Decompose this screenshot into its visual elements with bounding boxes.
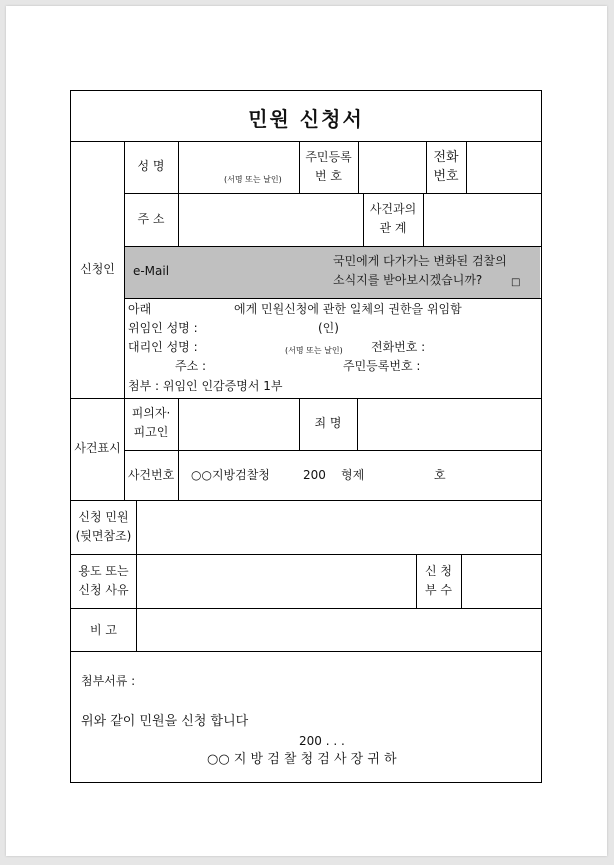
request-label-line2: (뒷면참조) [75,529,132,543]
attachment-note: 첨부 : 위임인 인감증명서 1부 [128,379,283,393]
relation-label-line1: 사건과의 [369,202,417,216]
request-label-line1: 신청 민원 [78,510,129,524]
copies-label-line1: 신 청 [425,564,452,578]
email-label: e-Mail [132,264,170,278]
name-signature-note: (서명 또는 날인) [224,175,282,184]
delegator-name-label: 위임인 성명 : [128,321,198,335]
rrn-label-line2: 번 호 [315,169,342,183]
delegation-line1-text: 에게 민원신청에 관한 일체의 권한을 위임함 [234,302,462,316]
case-number-suffix: 호 [434,468,446,482]
phone-label-line1: 전화 [433,150,459,165]
document-page [6,6,607,856]
case-number-type: 형제 [341,468,365,482]
addressee: ○○ 지 방 검 찰 청 검 사 장 귀 하 [207,752,397,767]
agent-rrn-label: 주민등록번호 : [343,359,421,373]
agent-address-label: 주소 : [175,359,207,373]
application-statement: 위와 같이 민원을 신청 합니다 [81,714,249,729]
rrn-label-line1: 주민등록 [305,150,352,164]
case-number-year: 200 [303,468,326,482]
suspect-label-line2: 피고인 [133,425,169,439]
case-section-label: 사건표시 [74,441,121,455]
address-label: 주 소 [137,212,165,226]
application-date: 200 . . . [299,734,345,748]
case-number-label: 사건번호 [127,468,175,482]
copies-label-line2: 부 수 [425,583,452,597]
remarks-label: 비 고 [90,623,117,637]
newsletter-checkbox[interactable]: □ [511,277,521,288]
applicant-section-label: 신청인 [80,262,115,276]
charge-label: 죄 명 [314,416,342,430]
suspect-label-line1: 피의자· [131,406,171,420]
application-form [70,90,542,783]
attached-documents-label: 첨부서류 : [81,674,136,688]
phone-label-line2: 번호 [433,169,459,184]
agent-name-label: 대리인 성명 : [128,340,198,354]
delegator-seal: (인) [318,321,339,335]
newsletter-notice-line1: 국민에게 다가가는 변화된 검찰의 [333,254,507,268]
form-title: 민원 신청서 [248,107,364,131]
relation-label-line2: 관 계 [379,221,407,235]
case-number-office: ○○지방검찰청 [191,468,270,482]
agent-phone-label: 전화번호 : [371,340,426,354]
delegation-line1-start: 아래 [128,302,152,316]
name-label: 성 명 [137,159,165,173]
purpose-label-line2: 신청 사유 [78,583,129,597]
agent-signature-note: (서명 또는 날인) [285,346,343,355]
purpose-label-line1: 용도 또는 [78,564,129,578]
newsletter-notice-line2: 소식지를 받아보시겠습니까? [333,273,483,287]
